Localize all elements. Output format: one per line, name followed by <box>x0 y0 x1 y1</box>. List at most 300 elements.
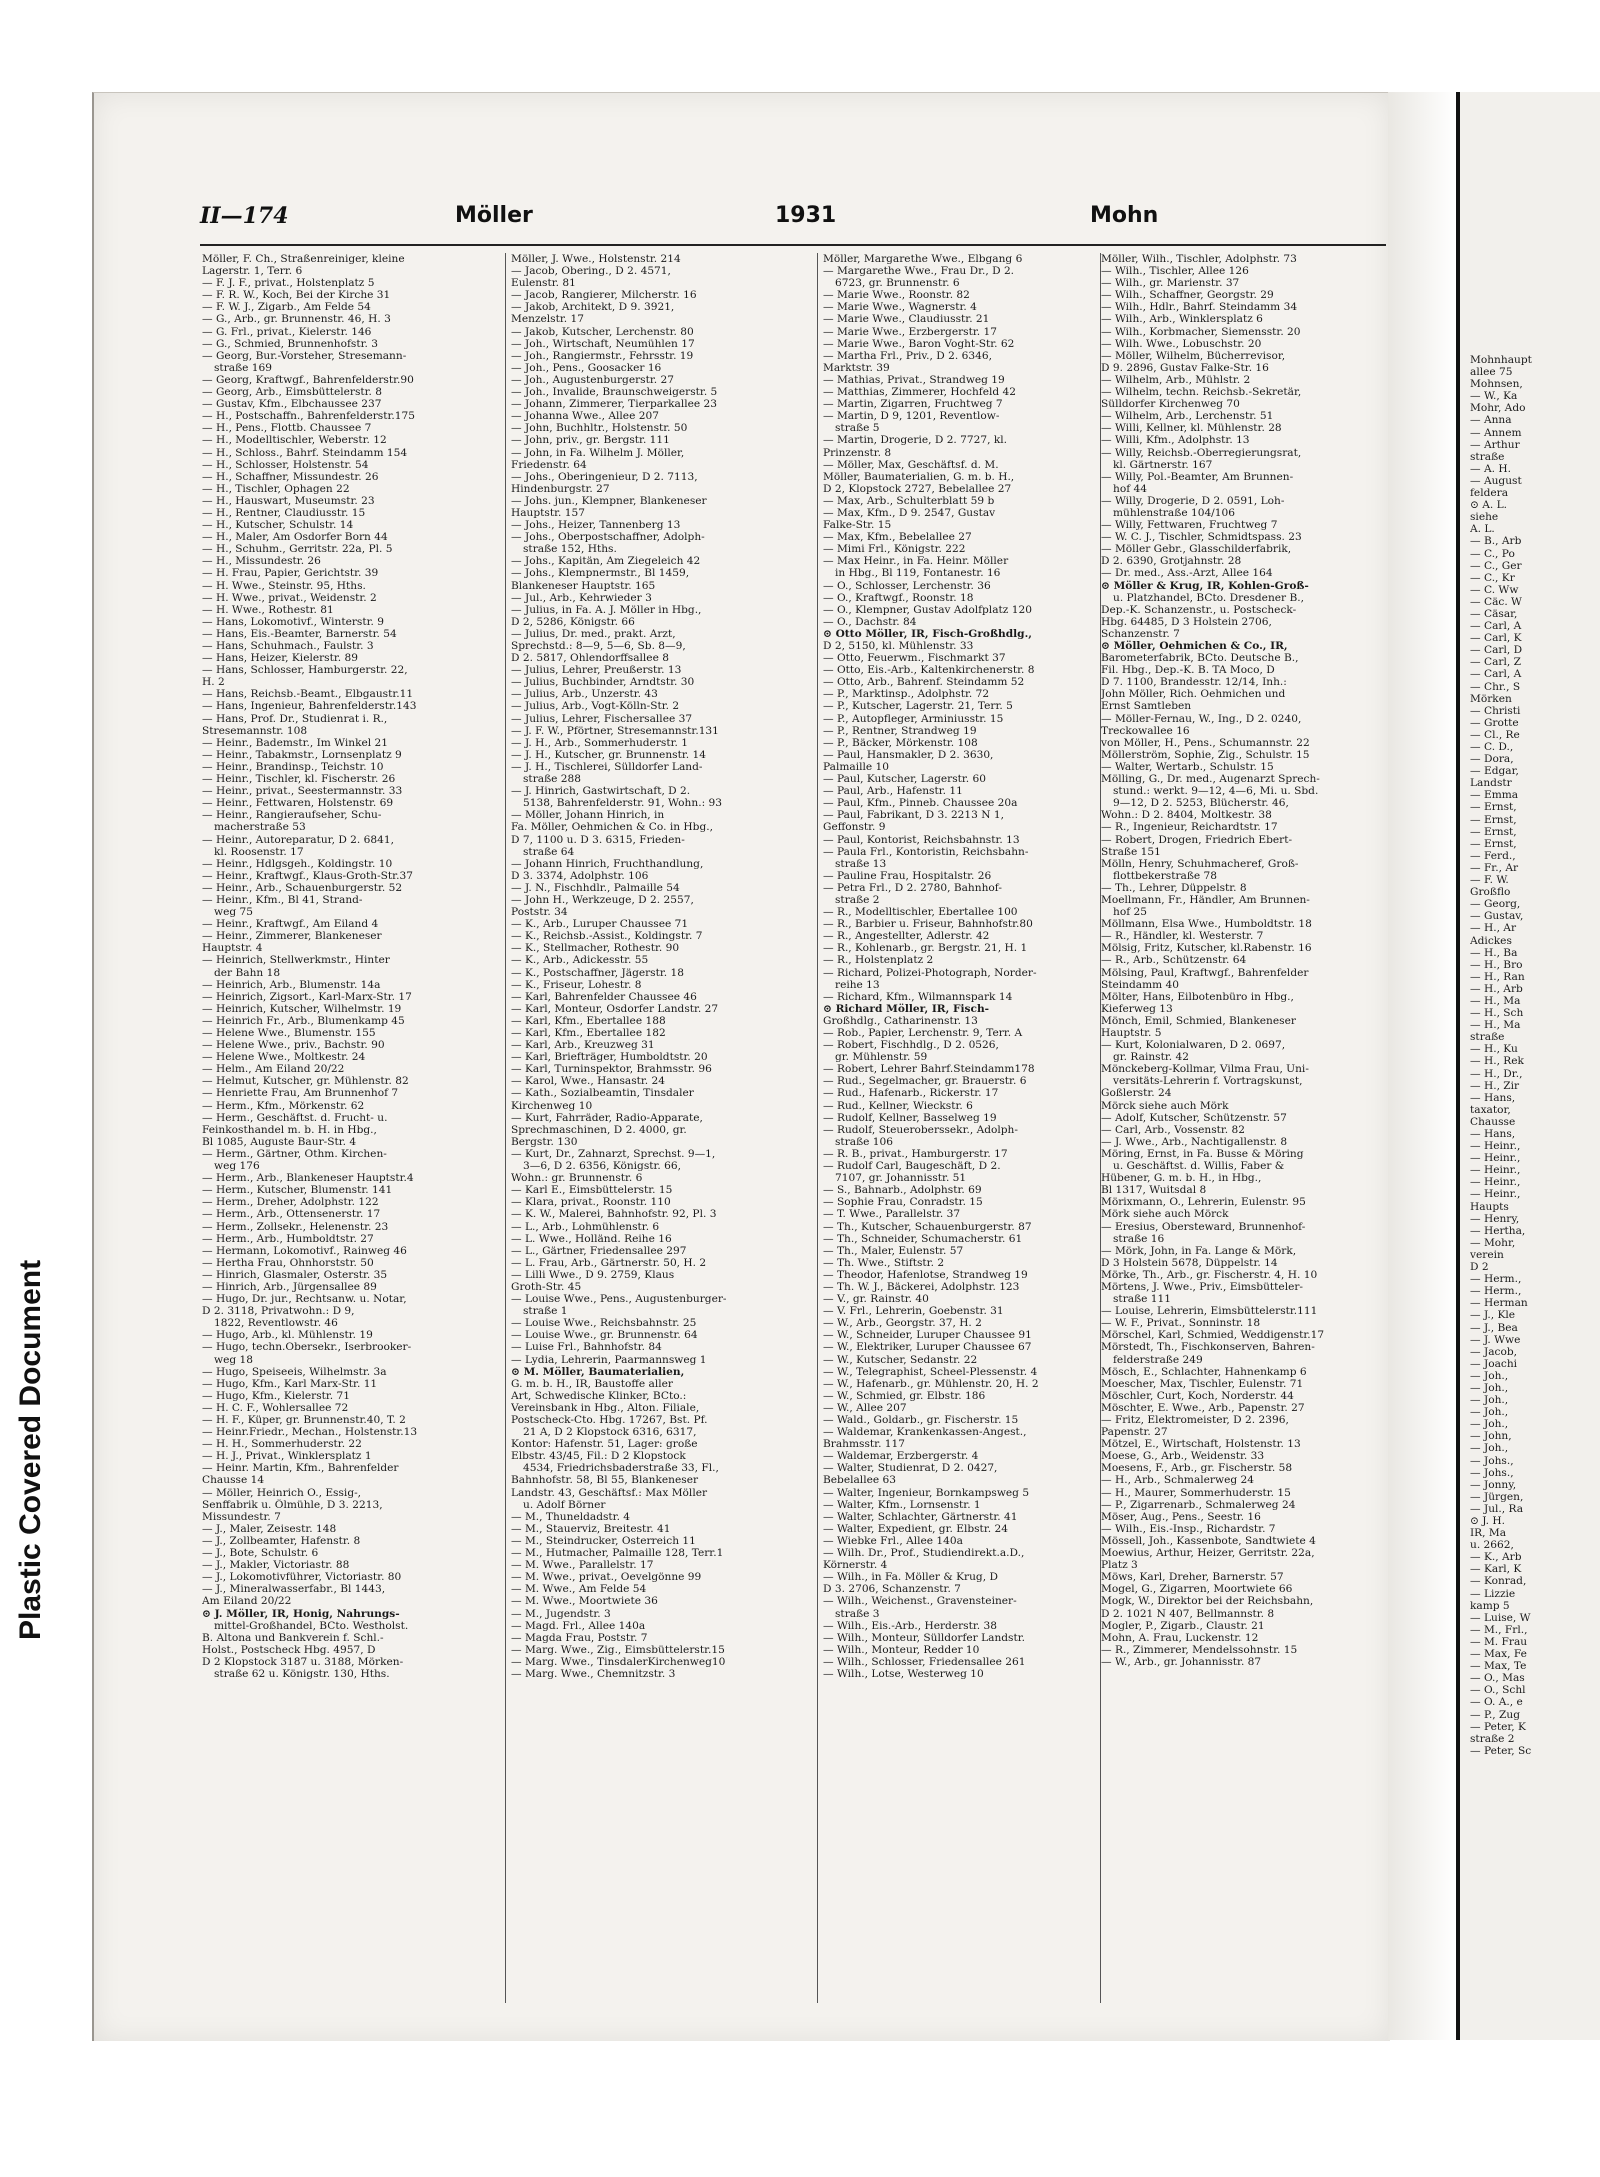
directory-entry-line: — Heinr., Kfm., Bl 41, Strand- <box>202 893 363 906</box>
directory-entry-line: — Herm., Kfm., Mörkenstr. 62 <box>202 1099 365 1112</box>
directory-entry-line: — F. R. W., Koch, Bei der Kirche 31 <box>202 289 391 302</box>
directory-entry-line: Am Eiland 20/22 <box>202 1595 292 1608</box>
directory-entry-line: — Heinrich, Arb., Blumenstr. 14a <box>202 978 381 991</box>
directory-entry-line: — Joh., Pens., Goosacker 16 <box>511 361 662 374</box>
directory-entry-line: — Heinr., Arb., Schauenburgerstr. 52 <box>202 881 403 894</box>
directory-entry-line: — Hans, Schlosser, Hamburgerstr. 22, <box>202 664 408 677</box>
adjacent-entry-line: — C. D., <box>1470 741 1514 753</box>
directory-entry-line: Brahmsstr. 117 <box>823 1438 906 1451</box>
adjacent-entry-line: — Carl, A <box>1470 620 1522 633</box>
directory-entry-line: — Herm., Geschäftst. d. Frucht- u. <box>202 1111 388 1124</box>
directory-entry-line: felderstraße 249 <box>1113 1353 1203 1366</box>
directory-entry-line: — H. H., Sommerhuderstr. 22 <box>202 1438 362 1451</box>
directory-entry-line: — Magda Frau, Poststr. 7 <box>511 1631 648 1644</box>
directory-entry-line: — Wilh., Hdlr., Bahrf. Steindamm 34 <box>1101 301 1298 314</box>
directory-entry-line: — H., Schlosser, Holstenstr. 54 <box>202 458 369 471</box>
directory-entry-line: — Wilh. Wwe., Lobuschstr. 20 <box>1101 337 1262 350</box>
adjacent-entry-line: — Ernst, <box>1470 837 1517 850</box>
directory-entry-line: — Georg, Bur.-Vorsteher, Stresemann- <box>202 349 407 362</box>
directory-entry-line: — Möller, Johann Hinrich, in <box>511 809 665 822</box>
adjacent-entry-line: — Johs., <box>1470 1454 1514 1467</box>
directory-entry-line: Prinzenstr. 8 <box>823 446 892 459</box>
directory-entry-line: stund.: werkt. 9—12, 4—6, Mi. u. Sbd. <box>1113 785 1319 798</box>
directory-entry-line: — Herm., Arb., Humboldtstr. 27 <box>202 1232 374 1245</box>
directory-entry-line: Sprechmaschinen, D 2. 4000, gr. <box>511 1123 687 1136</box>
directory-entry-line: — Willi, Kellner, kl. Mühlenstr. 28 <box>1101 422 1282 435</box>
adjacent-entry-line: verein <box>1470 1248 1504 1261</box>
column-divider <box>505 253 506 2003</box>
directory-entry-line: — Waldemar, Erzbergerstr. 4 <box>823 1450 979 1463</box>
directory-entry-line: — Jul., Arb., Kehrwieder 3 <box>511 591 652 604</box>
directory-entry-line: — G. Frl., privat., Kielerstr. 146 <box>202 325 372 338</box>
directory-entry-line: — Wilh., Arb., Winklersplatz 6 <box>1101 313 1263 326</box>
directory-entry-line: Möschter, E. Wwe., Arb., Papenstr. 27 <box>1101 1401 1305 1414</box>
directory-entry-line: — F. J. F., privat., Holstenplatz 5 <box>202 277 375 290</box>
directory-entry-line: Bahnhofstr. 58, Bl 55, Blankeneser <box>511 1474 699 1487</box>
directory-entry-line: — Hertha Frau, Ohnhorststr. 50 <box>202 1256 374 1269</box>
adjacent-page-column <box>1470 354 1600 1757</box>
directory-entry-line: Holst., Postscheck Hbg. 4957, D <box>202 1643 376 1656</box>
adjacent-entry-line: — Joh., <box>1470 1369 1509 1382</box>
directory-entry-line: D 7, 1100 u. D 3. 6315, Frieden- <box>511 833 685 846</box>
directory-entry-line: — Wiebke Frl., Allee 140a <box>823 1534 963 1547</box>
directory-entry-line: D 3 Holstein 5678, Düppelstr. 14 <box>1101 1256 1278 1269</box>
directory-entry-line: — L., Gärtner, Friedensallee 297 <box>511 1244 687 1257</box>
directory-entry-line: — Heinr. Martin, Kfm., Bahrenfelder <box>202 1462 399 1475</box>
directory-entry-line: — Hugo, Dr. jur., Rechtsanw. u. Notar, <box>202 1293 407 1306</box>
directory-entry-line: Falke-Str. 15 <box>823 519 892 532</box>
directory-entry-line: Groth-Str. 45 <box>511 1280 582 1293</box>
directory-column-1 <box>202 253 500 2013</box>
directory-entry-line: — Louise, Lehrerin, Eimsbüttelerstr.111 <box>1101 1305 1318 1318</box>
directory-entry-line: macherstraße 53 <box>214 821 306 834</box>
directory-entry-line: — Kurt, Kolonialwaren, D 2. 0697, <box>1101 1039 1286 1052</box>
directory-entry-line: — Kurt, Fahrräder, Radio-Apparate, <box>511 1111 703 1124</box>
directory-entry-line: — Otto, Arb., Bahrenf. Steindamm 52 <box>823 676 1025 689</box>
directory-entry-line: Körnerstr. 4 <box>823 1559 888 1572</box>
directory-entry-line: Postscheck-Cto. Hbg. 17267, Bst. Pf. <box>511 1414 708 1426</box>
directory-entry-line: — Magd. Frl., Allee 140a <box>511 1619 646 1632</box>
directory-entry-line: Straße 151 <box>1101 845 1161 858</box>
directory-entry-line: Mörk siehe auch Mörck <box>1101 1208 1229 1221</box>
adjacent-entry-line: — H., Ba <box>1470 946 1518 959</box>
directory-entry-line: Mogk, W., Direktor bei der Reichsbahn, <box>1101 1595 1314 1608</box>
directory-entry-line: — Wilh., Tischler, Allee 126 <box>1101 265 1249 278</box>
directory-entry-line: — R. B., privat., Hamburgerstr. 17 <box>823 1147 1008 1160</box>
directory-entry-line: — Julius, Dr. med., prakt. Arzt, <box>511 627 676 640</box>
directory-entry-line: — W. C. J., Tischler, Schmidtspass. 23 <box>1101 531 1302 544</box>
directory-entry-line: — Hugo, Kfm., Kielerstr. 71 <box>202 1389 351 1402</box>
directory-entry-line: — Johann Hinrich, Fruchthandlung, <box>511 857 704 870</box>
directory-entry-line: — Max, Arb., Schulterblatt 59 b <box>823 494 995 507</box>
directory-entry-line: — Marg. Wwe., Zig., Eimsbüttelerstr.15 <box>511 1643 725 1656</box>
directory-entry-line: Mönch, Emil, Schmied, Blankeneser <box>1101 1014 1296 1027</box>
directory-entry-line: — Adolf, Kutscher, Schützenstr. 57 <box>1101 1111 1287 1124</box>
adjacent-entry-line: — Cäsar, <box>1470 607 1518 620</box>
adjacent-entry-line: — J., Kle <box>1470 1309 1516 1322</box>
directory-entry-line: Kontor: Hafenstr. 51, Lager: große <box>511 1438 698 1451</box>
directory-entry-line: Moesens, F., Arb., gr. Fischerstr. 58 <box>1101 1462 1293 1475</box>
directory-entry-line: — Rud., Kellner, Wieckstr. 6 <box>823 1099 973 1112</box>
adjacent-entry-line: — H., Arb <box>1470 982 1523 995</box>
page-header <box>200 203 1340 243</box>
adjacent-entry-line: — H., Ar <box>1470 922 1517 935</box>
adjacent-entry-line: — Herm., <box>1470 1273 1522 1286</box>
directory-entry-line: Blankeneser Hauptstr. 165 <box>511 579 656 592</box>
directory-entry-line: — H. F., Küper, gr. Brunnenstr.40, T. 2 <box>202 1414 406 1426</box>
directory-entry-line: — Th., Maler, Eulenstr. 57 <box>823 1244 964 1257</box>
directory-entry-line: D 2. 3118, Privatwohn.: D 9, <box>202 1305 355 1318</box>
adjacent-entry-line: — Annem <box>1470 426 1522 439</box>
directory-entry-line: — Marie Wwe., Claudiusstr. 21 <box>823 313 990 326</box>
directory-entry-line: Wohn.: D 2. 8404, Moltkestr. 38 <box>1101 809 1272 822</box>
directory-entry-line: — K., Friseur, Lohestr. 8 <box>511 978 642 991</box>
directory-entry-line: Schanzenstr. 7 <box>1101 627 1180 640</box>
directory-entry-line: — Dr. med., Ass.-Arzt, Allee 164 <box>1101 567 1273 580</box>
directory-entry-line: — Karl, Kfm., Ebertallee 188 <box>511 1014 666 1027</box>
directory-entry-line: — R., Kohlenarb., gr. Bergstr. 21, H. 1 <box>823 942 1028 955</box>
directory-entry-line: — H., Schloss., Bahrf. Steindamm 154 <box>202 446 408 459</box>
directory-entry-line: Hauptstr. 5 <box>1101 1027 1162 1039</box>
directory-entry-line: — Georg, Arb., Eimsbüttelerstr. 8 <box>202 386 383 399</box>
directory-entry-line: Hindenburgstr. 27 <box>511 482 610 495</box>
directory-entry-line: — H., Hauswart, Museumstr. 23 <box>202 494 375 507</box>
directory-entry-line: ⊙ Otto Möller, IR, Fisch-Großhdlg., <box>823 627 1032 640</box>
directory-entry-line: — Max Heinr., in Fa. Heinr. Möller <box>823 555 1009 568</box>
directory-entry-line: — Luise Frl., Bahnhofstr. 84 <box>511 1341 662 1354</box>
adjacent-entry-line: — Heinr., <box>1470 1152 1521 1165</box>
directory-entry-line: Ernst Samtleben <box>1101 700 1192 713</box>
directory-entry-line: — Walter, Wertarb., Schulstr. 15 <box>1101 760 1274 773</box>
directory-entry-line: — Karol, Wwe., Hansastr. 24 <box>511 1075 666 1088</box>
directory-entry-line: — Wilh., Eis.-Insp., Richardstr. 7 <box>1101 1522 1276 1535</box>
directory-entry-line: Möller, J. Wwe., Holstenstr. 214 <box>511 253 681 265</box>
adjacent-entry-line: — Jacob, <box>1470 1345 1517 1358</box>
directory-entry-line: — Heinr., Zimmerer, Blankeneser <box>202 930 382 943</box>
directory-entry-line: Mörtens, J. Wwe., Priv., Eimsbütteler- <box>1101 1280 1303 1293</box>
adjacent-entry-line: — Carl, A <box>1470 668 1522 681</box>
adjacent-entry-line: — Konrad, <box>1470 1575 1527 1588</box>
directory-entry-line: — Paul, Fabrikant, D 3. 2213 N 1, <box>823 809 1005 822</box>
directory-entry-line: — W., Elektriker, Luruper Chaussee 67 <box>823 1341 1032 1354</box>
directory-entry-line: Mogler, P., Zigarb., Claustr. 21 <box>1101 1619 1265 1632</box>
directory-entry-line: straße 5 <box>835 422 880 435</box>
directory-entry-line: u. Adolf Börner <box>523 1498 606 1511</box>
directory-entry-line: — M. Wwe., Am Felde 54 <box>511 1583 647 1596</box>
directory-entry-line: Geffonstr. 9 <box>823 821 886 834</box>
directory-entry-line: — H., Postschaffn., Bahrenfelderstr.175 <box>202 410 415 423</box>
adjacent-entry-line: — John, <box>1470 1430 1512 1443</box>
adjacent-entry-line: — Karl, K <box>1470 1563 1522 1576</box>
directory-entry-line: — Johann, Zimmerer, Tierparkallee 23 <box>511 398 718 411</box>
adjacent-entry-line: — A. H. <box>1470 462 1511 475</box>
adjacent-entry-line: — Jul., Ra <box>1470 1502 1524 1515</box>
adjacent-entry-line: — Cäc. W <box>1470 595 1522 608</box>
directory-entry-line: — Hugo, Arb., kl. Mühlenstr. 19 <box>202 1329 373 1342</box>
adjacent-entry-line: — Anna <box>1470 414 1512 427</box>
directory-entry-line: — Hermann, Lokomotivf., Rainweg 46 <box>202 1244 407 1257</box>
adjacent-entry-line: u. 2662, <box>1470 1539 1514 1552</box>
directory-entry-line: — Heinr., Tabakmstr., Lornsenplatz 9 <box>202 748 402 761</box>
adjacent-entry-line: — Johs., <box>1470 1466 1514 1479</box>
directory-entry-line: — Jakob, Architekt, D 9. 3921, <box>511 301 675 314</box>
adjacent-entry-line: — Herman <box>1470 1297 1528 1310</box>
directory-entry-line: — Willi, Kfm., Adolphstr. 13 <box>1101 434 1250 447</box>
directory-entry-line: — J., Bote, Schulstr. 6 <box>202 1547 319 1560</box>
directory-entry-line: — H. Wwe., privat., Weidenstr. 2 <box>202 591 377 604</box>
directory-entry-line: — P., Rentner, Strandweg 19 <box>823 724 977 737</box>
directory-entry-line: — Wald., Goldarb., gr. Fischerstr. 15 <box>823 1414 1019 1426</box>
directory-entry-line: — Johs., Oberpostschaffner, Adolph- <box>511 531 705 544</box>
directory-column-3 <box>823 253 1099 2013</box>
directory-entry-line: u. Geschäftst. d. Willis, Faber & <box>1113 1160 1285 1173</box>
directory-entry-line: — Heinr., Hdlgsgeh., Koldingstr. 10 <box>202 857 393 870</box>
directory-entry-line: — H., Maurer, Sommerhuderstr. 15 <box>1101 1486 1291 1499</box>
directory-entry-line: — H. C. F., Wohlersallee 72 <box>202 1401 349 1414</box>
directory-entry-line: Moellmann, Fr., Händler, Am Brunnen- <box>1101 893 1310 906</box>
directory-entry-line: — Richard, Polizei-Photograph, Norder- <box>823 966 1037 979</box>
directory-entry-line: — Möller, Max, Geschäftsf. d. M. <box>823 458 999 471</box>
adjacent-entry-line: — B., Arb <box>1470 535 1522 548</box>
directory-entry-line: — M., Steindrucker, Osterreich 11 <box>511 1534 696 1547</box>
directory-entry-line: Bl 1317, Wuitsdal 8 <box>1101 1184 1207 1197</box>
adjacent-entry-line: — Arthur <box>1470 438 1520 451</box>
directory-entry-line: — Wilhelm, techn. Reichsb.-Sekretär, <box>1101 386 1302 399</box>
directory-entry-line: — Herm., Arb., Blankeneser Hauptstr.4 <box>202 1172 414 1185</box>
directory-entry-line: Elbstr. 43/45, Fil.: D 2 Klopstock <box>511 1450 686 1463</box>
directory-entry-line: 21 A, D 2 Klopstock 6316, 6317, <box>523 1426 697 1439</box>
directory-entry-line: — Paul, Arb., Hafenstr. 11 <box>823 785 963 798</box>
adjacent-entry-line: — H., Dr., <box>1470 1067 1523 1080</box>
directory-entry-line: 7107, gr. Johannisstr. 51 <box>835 1172 967 1185</box>
directory-entry-line: — J., Zollbeamter, Hafenstr. 8 <box>202 1534 361 1547</box>
directory-entry-line: Eulenstr. 81 <box>511 277 576 290</box>
directory-entry-line: — Herm., Arb., Ottensenerstr. 17 <box>202 1208 381 1221</box>
directory-entry-line: — H., Schuhm., Gerritstr. 22a, Pl. 5 <box>202 543 393 556</box>
directory-entry-line: — Walter, Ingenieur, Bornkampsweg 5 <box>823 1486 1030 1499</box>
directory-entry-line: — Marie Wwe., Roonstr. 82 <box>823 289 970 302</box>
directory-entry-line: — Willy, Reichsb.-Oberregierungsrat, <box>1101 446 1302 459</box>
directory-entry-line: — Hans, Prof. Dr., Studienrat i. R., <box>202 712 388 725</box>
directory-entry-line: — Heinr., Kraftwgf., Klaus-Groth-Str.37 <box>202 869 413 882</box>
adjacent-entry-line: — J., Bea <box>1470 1321 1518 1334</box>
directory-entry-line: 3—6, D 2. 6356, Königstr. 66, <box>523 1160 682 1173</box>
directory-entry-line: — Rud., Hafenarb., Rickerstr. 17 <box>823 1087 999 1100</box>
directory-entry-line: — H., Missundestr. 26 <box>202 555 321 568</box>
directory-entry-line: Moescher, Max, Tischler, Eulenstr. 71 <box>1101 1377 1304 1390</box>
directory-entry-line: ⊙ J. Möller, IR, Honig, Nahrungs- <box>202 1607 400 1620</box>
directory-entry-line: ⊙ Möller, Oehmichen & Co., IR, <box>1101 640 1288 652</box>
adjacent-entry-line: — Heinr., <box>1470 1164 1521 1177</box>
directory-entry-line: — Hans, Ingenieur, Bahrenfelderstr.143 <box>202 700 417 713</box>
directory-entry-line: — V. Frl., Lehrerin, Goebenstr. 31 <box>823 1305 1004 1318</box>
directory-entry-line: — P., Bäcker, Mörkenstr. 108 <box>823 736 978 749</box>
adjacent-entry-line: feldera <box>1470 487 1509 500</box>
directory-entry-line: Senffabrik u. Ölmühle, D 3. 2213, <box>202 1498 383 1511</box>
adjacent-entry-line: — Grotte <box>1470 716 1519 729</box>
directory-entry-line: — Helm., Am Eiland 20/22 <box>202 1063 345 1076</box>
adjacent-entry-line: — Henry, <box>1470 1212 1520 1225</box>
directory-entry-line: — M. Wwe., privat., Oevelgönne 99 <box>511 1571 702 1584</box>
directory-entry-line: straße 288 <box>523 773 582 786</box>
adjacent-entry-line: — H., Ma <box>1470 1019 1521 1032</box>
directory-entry-line: Möring, Ernst, in Fa. Busse & Möring <box>1101 1147 1304 1160</box>
directory-entry-line: weg 18 <box>214 1353 253 1366</box>
directory-entry-line: Barometerfabrik, BCto. Deutsche B., <box>1101 652 1299 665</box>
adjacent-entry-line: Mohr, Ado <box>1470 402 1526 415</box>
directory-entry-line: — Hugo, Speiseeis, Wilhelmstr. 3a <box>202 1365 387 1378</box>
directory-entry-line: — John H., Werkzeuge, D 2. 2557, <box>511 893 694 906</box>
directory-entry-line: — W., Kutscher, Sedanstr. 22 <box>823 1353 978 1366</box>
directory-entry-line: — G., Schmied, Brunnenhofstr. 3 <box>202 337 378 350</box>
adjacent-entry-line: — O. A., e <box>1470 1696 1523 1709</box>
adjacent-entry-line: — Carl, Z <box>1470 656 1521 669</box>
directory-entry-line: — H. Wwe., Rothestr. 81 <box>202 603 334 616</box>
adjacent-entry-line: — Peter, Sc <box>1470 1744 1532 1757</box>
directory-entry-line: Möser, Aug., Pens., Seestr. 16 <box>1101 1510 1261 1523</box>
directory-entry-line: — Johs., Klempnermstr., Bl 1459, <box>511 567 690 580</box>
directory-entry-line: — Willy, Pol.-Beamter, Am Brunnen- <box>1101 470 1294 483</box>
directory-entry-line: — Wilh., Schlosser, Friedensallee 261 <box>823 1655 1026 1668</box>
directory-entry-line: — Joh., Rangiermstr., Fehrsstr. 19 <box>511 349 694 362</box>
directory-entry-line: — Kurt, Dr., Zahnarzt, Sprechst. 9—1, <box>511 1147 716 1160</box>
directory-entry-line: Menzelstr. 17 <box>511 313 584 326</box>
directory-entry-line: — Möller, Heinrich O., Essig-, <box>202 1486 362 1499</box>
directory-entry-line: — Max, Kfm., Bebelallee 27 <box>823 531 972 544</box>
directory-entry-line: Mölsig, Fritz, Kutscher, kl.Rabenstr. 16 <box>1101 942 1312 955</box>
directory-entry-line: — Th., Lehrer, Düppelstr. 8 <box>1101 881 1247 894</box>
adjacent-entry-line: — Luise, W <box>1470 1611 1531 1624</box>
directory-entry-line: — K., Stellmacher, Rothestr. 90 <box>511 942 680 955</box>
directory-entry-line: — Hans, Eis.-Beamter, Barnerstr. 54 <box>202 627 397 640</box>
directory-entry-line: — Hugo, Kfm., Karl Marx-Str. 11 <box>202 1377 378 1390</box>
directory-entry-line: — Otto, Feuerwm., Fischmarkt 37 <box>823 652 1006 665</box>
adjacent-entry-line: — H., Ma <box>1470 994 1521 1007</box>
adjacent-entry-line: — August <box>1470 474 1522 487</box>
directory-entry-line: — Wilh., Weichenst., Gravensteiner- <box>823 1595 1017 1608</box>
adjacent-entry-line: — H., Ku <box>1470 1043 1518 1056</box>
directory-entry-line: — H., Arb., Schmalerweg 24 <box>1101 1474 1254 1487</box>
directory-entry-line: Platz 3 <box>1101 1559 1138 1572</box>
directory-entry-line: — R., Barbier u. Friseur, Bahnhofstr.80 <box>823 918 1033 931</box>
directory-entry-line: — Matthias, Zimmerer, Hochfeld 42 <box>823 386 1016 399</box>
directory-entry-line: D 2 Klopstock 3187 u. 3188, Mörken- <box>202 1655 404 1668</box>
adjacent-entry-line: — Heinr., <box>1470 1188 1521 1201</box>
directory-entry-line: Möller, Baumaterialien, G. m. b. H., <box>823 470 1015 483</box>
directory-entry-line: — H. Frau, Papier, Gerichtstr. 39 <box>202 567 379 580</box>
directory-entry-line: — J., Makler, Victoriastr. 88 <box>202 1559 350 1572</box>
directory-entry-line: — Wilh. Dr., Prof., Studiendirekt.a.D., <box>823 1547 1025 1560</box>
directory-entry-line: — J., Maler, Zeisestr. 148 <box>202 1522 337 1535</box>
directory-entry-line: — Th. Wwe., Stiftstr. 2 <box>823 1256 945 1269</box>
directory-entry-line: — Robert, Fischhdlg., D 2. 0526, <box>823 1039 999 1052</box>
directory-entry-line: — Lydia, Lehrerin, Paarmannsweg 1 <box>511 1353 707 1366</box>
directory-entry-line: Mohn, A. Frau, Luckenstr. 12 <box>1101 1631 1259 1644</box>
directory-entry-line: — Martin, D 9, 1201, Reventlow- <box>823 410 1000 423</box>
adjacent-entry-line: — Hans, <box>1470 1091 1516 1104</box>
directory-entry-line: — Heinrich, Kutscher, Wilhelmstr. 19 <box>202 1002 402 1015</box>
adjacent-entry-line: — Herm., <box>1470 1285 1522 1298</box>
directory-entry-line: weg 176 <box>214 1160 260 1173</box>
adjacent-entry-line: A. L. <box>1470 523 1495 536</box>
directory-entry-line: — Wilhelm, Arb., Lerchenstr. 51 <box>1101 410 1274 423</box>
directory-entry-line: straße 2 <box>835 893 880 906</box>
adjacent-entry-line: — Chr., S <box>1470 680 1521 693</box>
directory-entry-line: — M., Thuneldadstr. 4 <box>511 1510 631 1523</box>
directory-entry-line: straße 169 <box>214 361 273 374</box>
adjacent-entry-line: — Gustav, <box>1470 910 1524 923</box>
directory-entry-line: — Th. W. J., Bäckerei, Adolphstr. 123 <box>823 1280 1020 1293</box>
directory-entry-line: Mörixmann, O., Lehrerin, Eulenstr. 95 <box>1101 1196 1306 1209</box>
directory-entry-line: — M., Hutmacher, Palmaille 128, Terr.1 <box>511 1547 724 1560</box>
directory-entry-line: — Heinr., Brandinsp., Teichstr. 10 <box>202 760 384 773</box>
directory-entry-line: — F. W. J., Zigarb., Am Felde 54 <box>202 301 371 314</box>
directory-entry-line: — R., Arb., Schützenstr. 64 <box>1101 954 1247 967</box>
adjacent-page <box>1456 92 1600 2040</box>
directory-entry-line: — Helmut, Kutscher, gr. Mühlenstr. 82 <box>202 1075 409 1088</box>
directory-entry-line: — Hans, Schuhmach., Faulstr. 3 <box>202 640 374 652</box>
directory-entry-line: Möllmann, Elsa Wwe., Humboldtstr. 18 <box>1101 918 1312 931</box>
directory-entry-line: Moese, G., Arb., Weidenstr. 33 <box>1101 1450 1265 1463</box>
directory-entry-line: Mörck siehe auch Mörk <box>1101 1099 1229 1112</box>
adjacent-entry-line: Mohnsen, <box>1470 378 1523 391</box>
directory-entry-line: in Hbg., Bl 119, Fontanestr. 16 <box>835 567 1001 580</box>
directory-entry-line: reihe 13 <box>835 978 880 991</box>
directory-entry-line: — Willy, Fettwaren, Fruchtweg 7 <box>1101 519 1278 532</box>
adjacent-entry-line: — F. W. <box>1470 874 1509 887</box>
directory-entry-line: Chausse 14 <box>202 1474 265 1487</box>
directory-column-2 <box>511 253 811 2013</box>
directory-entry-line: — G., Arb., gr. Brunnenstr. 46, H. 3 <box>202 313 391 326</box>
directory-entry-line: — Carl, Arb., Vossenstr. 82 <box>1101 1123 1245 1136</box>
directory-entry-line: — Robert, Lehrer Bahrf.Steindamm178 <box>823 1063 1035 1076</box>
column-divider <box>817 253 818 2003</box>
directory-entry-line: — K. W., Malerei, Bahnhofstr. 92, Pl. 3 <box>511 1208 717 1221</box>
directory-entry-line: H. 2 <box>202 676 225 689</box>
directory-entry-line: — Willy, Drogerie, D 2. 0591, Loh- <box>1101 494 1285 507</box>
directory-entry-line: — O., Dachstr. 84 <box>823 615 917 628</box>
directory-entry-line: ⊙ Richard Möller, IR, Fisch- <box>823 1002 990 1015</box>
directory-entry-line: — Heinr., Tischler, kl. Fischerstr. 26 <box>202 773 396 786</box>
directory-entry-line: — Joh., Wirtschaft, Neumühlen 17 <box>511 337 695 350</box>
directory-entry-line: kl. Gärtnerstr. 167 <box>1113 458 1213 471</box>
directory-entry-line: ⊙ Möller & Krug, IR, Kohlen-Groß- <box>1101 579 1309 592</box>
adjacent-entry-line: Großflo <box>1470 886 1511 899</box>
adjacent-entry-line: — H., Zir <box>1470 1079 1520 1092</box>
directory-entry-line: — H., Kutscher, Schulstr. 14 <box>202 519 354 532</box>
directory-entry-line: — Th., Kutscher, Schauenburgerstr. 87 <box>823 1220 1032 1233</box>
directory-entry-line: — Rudolf Carl, Baugeschäft, D 2. <box>823 1160 1001 1173</box>
directory-entry-line: — J. H., Arb., Sommerhuderstr. 1 <box>511 736 688 749</box>
directory-entry-line: — W. F., Privat., Sonninstr. 18 <box>1101 1317 1261 1330</box>
adjacent-entry-line: — Max, Te <box>1470 1660 1527 1673</box>
directory-entry-line: — T. Wwe., Parallelstr. 37 <box>823 1208 961 1221</box>
directory-entry-line: straße 62 u. Königstr. 130, Hths. <box>214 1667 390 1680</box>
adjacent-entry-line: taxator, <box>1470 1103 1511 1116</box>
directory-entry-line: — Karl E., Eimsbüttelerstr. 15 <box>511 1184 673 1197</box>
adjacent-entry-line: — H., Sch <box>1470 1007 1524 1020</box>
directory-entry-line: Steindamm 40 <box>1101 978 1180 991</box>
directory-entry-line: — P., Kutscher, Lagerstr. 21, Terr. 5 <box>823 700 1013 713</box>
directory-entry-line: — Joh., Invalide, Braunschweigerstr. 5 <box>511 386 718 399</box>
directory-entry-line: — K., Postschaffner, Jägerstr. 18 <box>511 966 684 979</box>
adjacent-entry-line: straße 2 <box>1470 1732 1515 1745</box>
adjacent-entry-line: — Joh., <box>1470 1442 1509 1455</box>
directory-entry-line: Sülldorfer Kirchenweg 70 <box>1101 398 1240 411</box>
directory-entry-line: — W., Hafenarb., gr. Mühlenstr. 20, H. 2 <box>823 1377 1039 1390</box>
side-label: Plastic Covered Document <box>14 1259 47 1640</box>
adjacent-entry-line: — Jürgen, <box>1470 1490 1524 1503</box>
